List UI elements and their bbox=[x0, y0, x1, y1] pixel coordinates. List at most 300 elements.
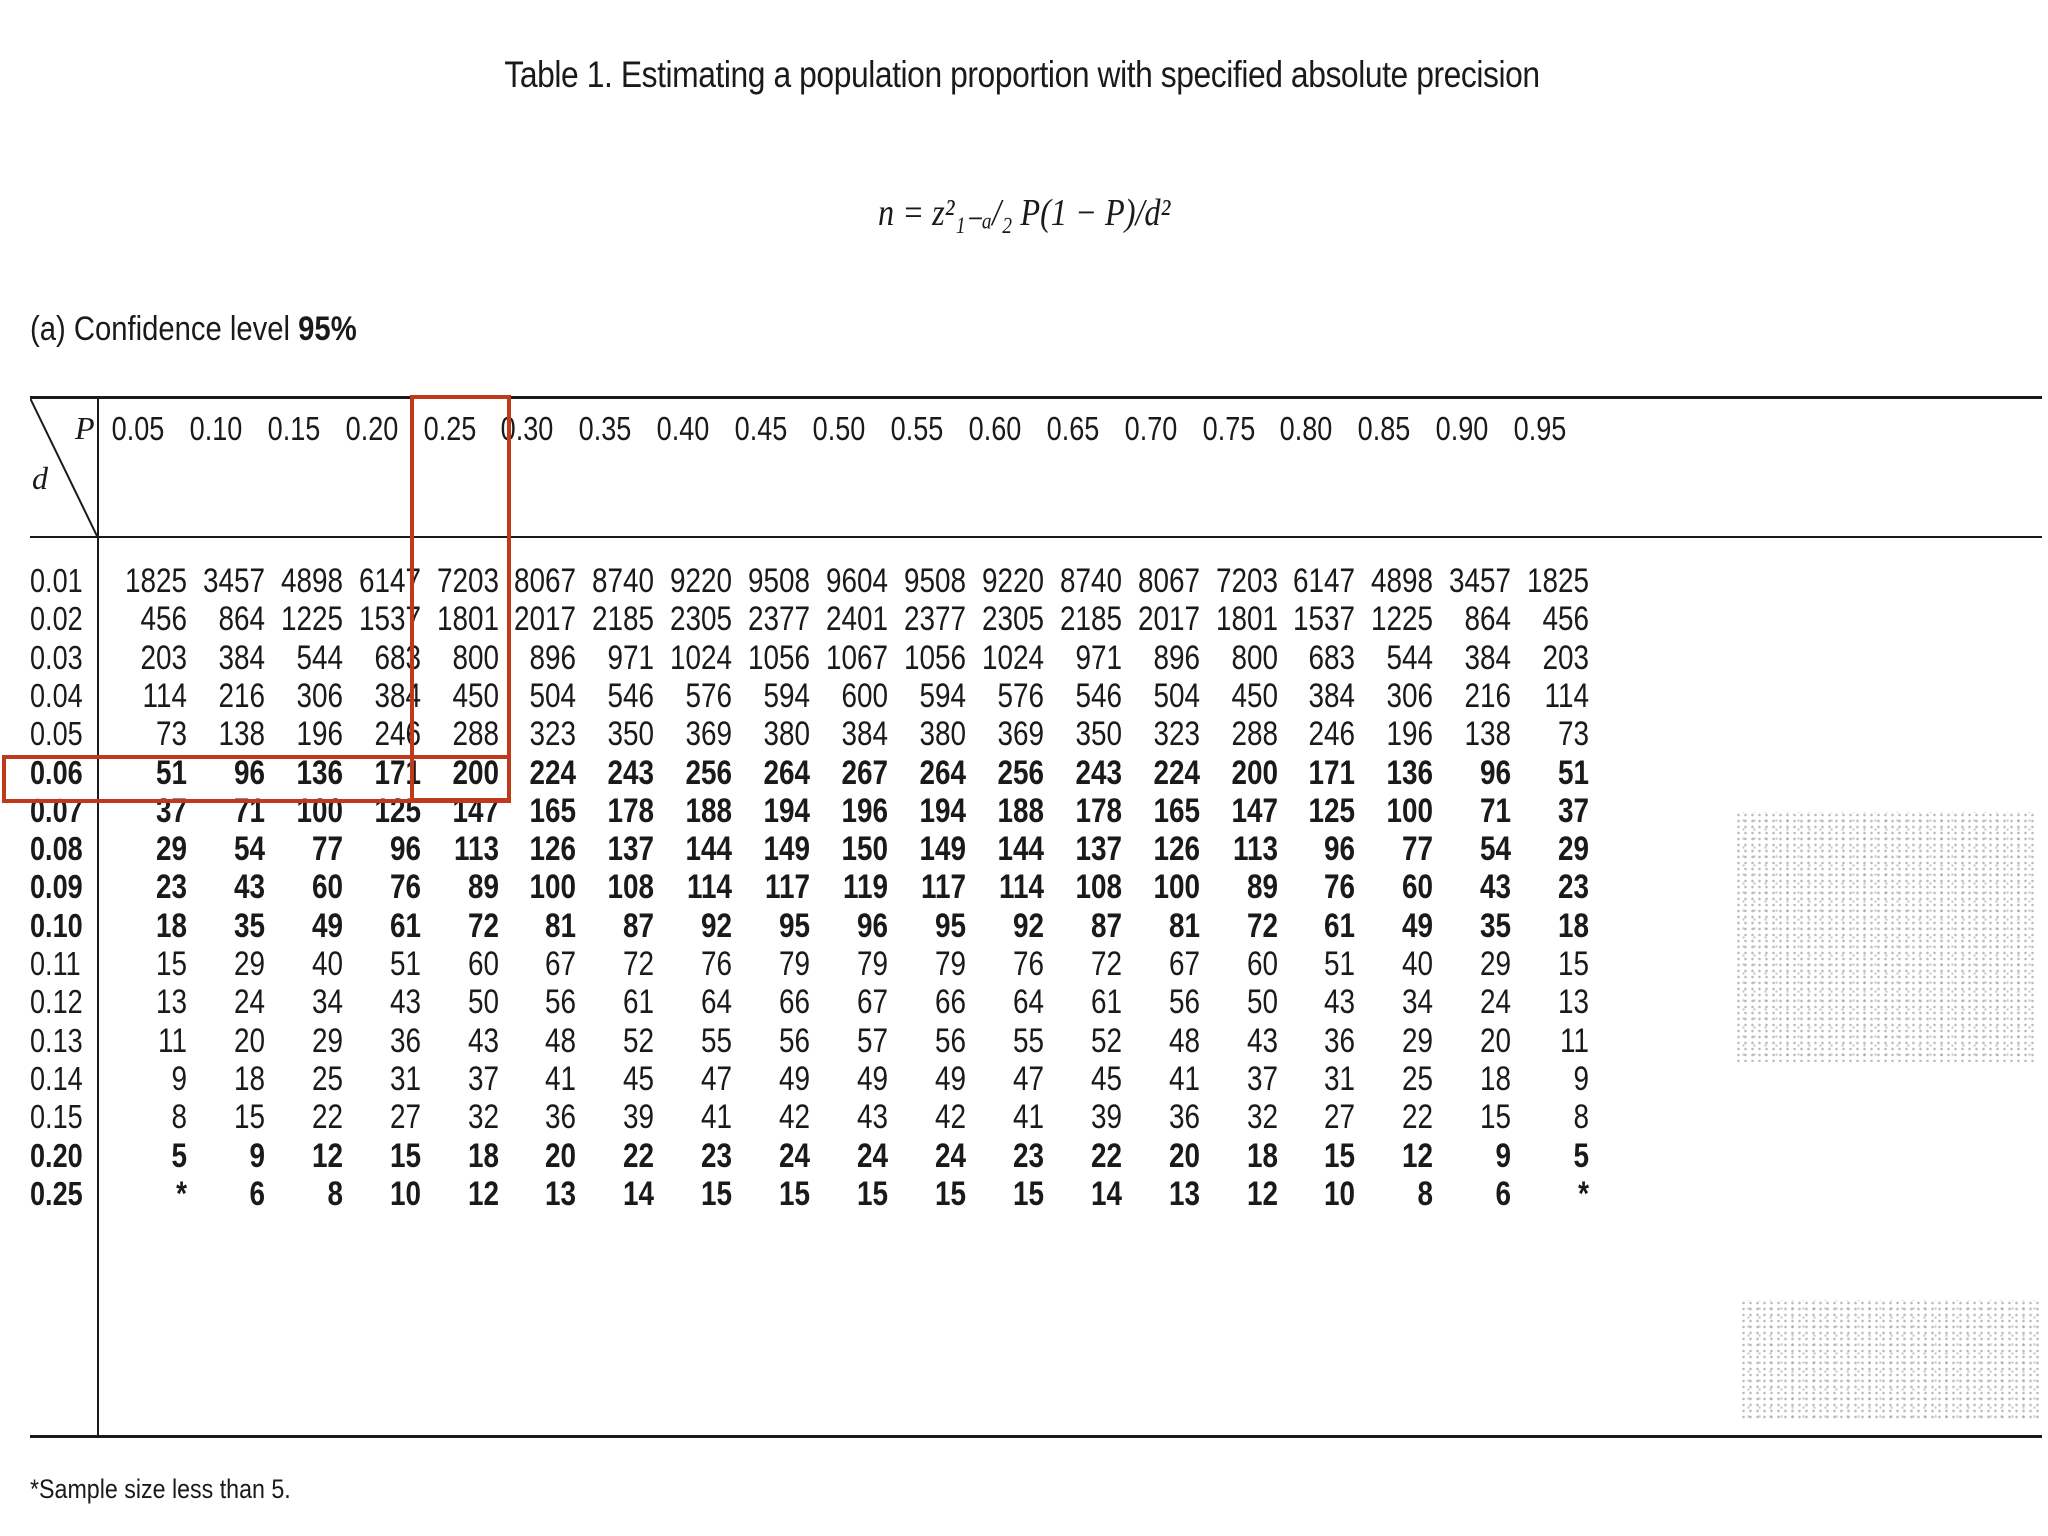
table-cell: 20 bbox=[233, 1021, 265, 1060]
table-cell: 76 bbox=[1324, 868, 1356, 907]
row-d-value: 0.14 bbox=[30, 1059, 83, 1097]
table-cell: 149 bbox=[763, 830, 811, 869]
table-cell: 267 bbox=[841, 753, 888, 792]
table-cell: 203 bbox=[140, 638, 187, 677]
table-cell: 24 bbox=[856, 1136, 888, 1175]
table-cell: 369 bbox=[685, 715, 733, 754]
table-cell: 971 bbox=[607, 638, 655, 677]
table-cell: 384 bbox=[1308, 676, 1356, 715]
header-p-15: 0.80 bbox=[1280, 410, 1333, 447]
table-cell: 165 bbox=[1153, 791, 1200, 830]
table-cell: 971 bbox=[1075, 638, 1122, 677]
row-d-value: 0.10 bbox=[30, 906, 83, 944]
table-cell: 196 bbox=[296, 715, 343, 754]
confidence-level-value: 95% bbox=[298, 310, 357, 348]
table-cell: 81 bbox=[1168, 906, 1200, 945]
table-cell: 18 bbox=[1480, 1059, 1512, 1098]
table-cell: 12 bbox=[1402, 1136, 1434, 1175]
table-cell: 9604 bbox=[825, 562, 888, 600]
subtitle-prefix: (a) Confidence level bbox=[30, 310, 299, 348]
table-cell: 64 bbox=[1012, 983, 1044, 1022]
table-cell: 36 bbox=[545, 1098, 577, 1137]
table-cell: 12 bbox=[467, 1174, 499, 1213]
table-cell: 67 bbox=[545, 945, 577, 983]
table-cell: 18 bbox=[1558, 906, 1590, 945]
table-cell: 350 bbox=[607, 715, 655, 754]
table-cell: 200 bbox=[451, 753, 499, 792]
table-cell: 61 bbox=[389, 906, 421, 945]
table-cell: 15 bbox=[1480, 1098, 1512, 1137]
table-cell: 8 bbox=[171, 1098, 187, 1137]
table-cell: 2185 bbox=[592, 600, 655, 639]
row-d-value: 0.04 bbox=[30, 676, 83, 714]
table-cell: 546 bbox=[607, 676, 655, 715]
table-cell: 8740 bbox=[1059, 562, 1122, 600]
row-d-value: 0.03 bbox=[30, 638, 83, 676]
table-cell: 306 bbox=[1386, 676, 1434, 715]
table-cell: 544 bbox=[296, 638, 343, 677]
table-cell: 54 bbox=[233, 830, 265, 869]
table-cell: 9 bbox=[1573, 1059, 1590, 1098]
table-cell: 15 bbox=[856, 1174, 888, 1213]
table-cell: 200 bbox=[1230, 753, 1278, 792]
table-cell: 34 bbox=[1402, 983, 1434, 1022]
table-cell: 13 bbox=[155, 983, 187, 1022]
table-cell: 95 bbox=[779, 906, 811, 945]
table-cell: 165 bbox=[529, 791, 577, 830]
table-cell: 178 bbox=[1075, 791, 1122, 830]
table-cell: 224 bbox=[1153, 753, 1200, 792]
table-cell: 45 bbox=[623, 1059, 655, 1098]
table-cell: 800 bbox=[451, 638, 499, 677]
table-cell: 13 bbox=[545, 1174, 577, 1213]
table-cell: 7203 bbox=[1215, 562, 1278, 600]
table-cell: 1537 bbox=[358, 600, 421, 639]
table-cell: 15 bbox=[934, 1174, 966, 1213]
table-footnote: *Sample size less than 5. bbox=[30, 1474, 291, 1504]
table-cell: 384 bbox=[1464, 638, 1512, 677]
table-cell: 29 bbox=[1558, 830, 1590, 869]
table-cell: 64 bbox=[701, 983, 733, 1022]
table-cell: 61 bbox=[623, 983, 655, 1022]
table-cell: 147 bbox=[1230, 791, 1278, 830]
table-cell: 136 bbox=[296, 753, 343, 792]
table-cell: 89 bbox=[467, 868, 499, 907]
table-corner-cell bbox=[30, 398, 97, 536]
row-d-value: 0.15 bbox=[30, 1098, 83, 1136]
table-cell: 380 bbox=[919, 715, 966, 754]
table-cell: 504 bbox=[529, 676, 577, 715]
table-cell: 306 bbox=[296, 676, 343, 715]
table-cell: 50 bbox=[467, 983, 499, 1022]
table-cell: 246 bbox=[1308, 715, 1356, 754]
table-cell: 37 bbox=[1558, 791, 1590, 830]
table-row bbox=[0, 1175, 2048, 1223]
table-cell: 71 bbox=[1480, 791, 1512, 830]
table-cell: 43 bbox=[1480, 868, 1512, 907]
row-d-value: 0.05 bbox=[30, 715, 83, 753]
table-cell: 1225 bbox=[280, 600, 343, 639]
table-cell: 15 bbox=[155, 945, 187, 983]
table-cell: 246 bbox=[374, 715, 421, 754]
table-cell: 56 bbox=[934, 1021, 966, 1060]
table-cell: 384 bbox=[374, 676, 421, 715]
table-cell: 96 bbox=[233, 753, 265, 792]
row-variable-label: d bbox=[32, 460, 48, 496]
scan-noise-artifact bbox=[1740, 1300, 2040, 1420]
table-cell: 9 bbox=[249, 1136, 265, 1175]
table-cell: 72 bbox=[1090, 945, 1122, 983]
table-cell: 2377 bbox=[748, 600, 811, 639]
table-cell: 3457 bbox=[1449, 562, 1512, 600]
table-cell: 117 bbox=[920, 868, 966, 907]
table-cell: 117 bbox=[765, 868, 811, 907]
table-cell: 41 bbox=[701, 1098, 733, 1137]
table-cell: 32 bbox=[467, 1098, 499, 1137]
table-cell: 23 bbox=[701, 1136, 733, 1175]
table-cell: 31 bbox=[389, 1059, 421, 1098]
table-cell: 79 bbox=[856, 945, 888, 983]
table-cell: 6147 bbox=[358, 562, 421, 600]
table-cell: 2017 bbox=[1137, 600, 1200, 639]
table-cell: 350 bbox=[1075, 715, 1122, 754]
table-cell: 456 bbox=[140, 600, 187, 639]
table-cell: 544 bbox=[1386, 638, 1434, 677]
table-cell: 288 bbox=[451, 715, 499, 754]
table-cell: 683 bbox=[374, 638, 421, 677]
table-cell: 7203 bbox=[436, 562, 499, 600]
table-cell: 71 bbox=[233, 791, 265, 830]
table-cell: 40 bbox=[311, 945, 343, 983]
table-cell: 24 bbox=[779, 1136, 811, 1175]
table-cell: 5 bbox=[171, 1136, 187, 1175]
row-d-value: 0.01 bbox=[30, 562, 83, 599]
table-cell: 43 bbox=[389, 983, 421, 1022]
table-cell: 35 bbox=[233, 906, 265, 945]
table-cell: 546 bbox=[1075, 676, 1122, 715]
table-cell: 456 bbox=[1542, 600, 1590, 639]
table-cell: 36 bbox=[1168, 1098, 1200, 1137]
table-cell: 10 bbox=[389, 1174, 421, 1213]
table-top-rule bbox=[30, 396, 2042, 399]
table-cell: 23 bbox=[1012, 1136, 1044, 1175]
table-cell: 149 bbox=[919, 830, 966, 869]
table-cell: 41 bbox=[545, 1059, 577, 1098]
table-cell: 100 bbox=[296, 791, 343, 830]
table-cell: 49 bbox=[1402, 906, 1434, 945]
row-d-value: 0.12 bbox=[30, 983, 83, 1021]
table-cell: 40 bbox=[1402, 945, 1434, 983]
table-cell: 1056 bbox=[748, 638, 811, 677]
column-variable-label: P bbox=[75, 410, 95, 446]
table-cell: 51 bbox=[1324, 945, 1356, 983]
table-cell: 896 bbox=[529, 638, 577, 677]
table-cell: 15 bbox=[779, 1174, 811, 1213]
row-d-value: 0.06 bbox=[30, 753, 83, 791]
header-p-13: 0.70 bbox=[1124, 410, 1177, 447]
table-cell: 14 bbox=[1090, 1174, 1122, 1213]
table-cell: 23 bbox=[155, 868, 187, 907]
header-p-8: 0.45 bbox=[734, 410, 788, 447]
table-cell: 384 bbox=[841, 715, 888, 754]
header-p-11: 0.60 bbox=[968, 410, 1022, 447]
table-cell: 216 bbox=[218, 676, 265, 715]
table-cell: 36 bbox=[1324, 1021, 1356, 1060]
table-cell: 256 bbox=[997, 753, 1044, 792]
table-cell: 96 bbox=[389, 830, 421, 869]
table-cell: 27 bbox=[1324, 1098, 1356, 1137]
table-cell: 51 bbox=[155, 753, 187, 792]
table-cell: 2401 bbox=[825, 600, 888, 639]
table-cell: * bbox=[176, 1174, 187, 1213]
table-cell: 150 bbox=[841, 830, 888, 869]
table-cell: 76 bbox=[1012, 945, 1044, 983]
table-cell: 178 bbox=[607, 791, 655, 830]
table-cell: 37 bbox=[467, 1059, 499, 1098]
table-cell: 92 bbox=[1012, 906, 1044, 945]
table-cell: 31 bbox=[1324, 1059, 1356, 1098]
table-bottom-rule bbox=[30, 1435, 2042, 1438]
table-cell: 15 bbox=[701, 1174, 733, 1213]
table-cell: 114 bbox=[998, 868, 1044, 907]
header-p-17: 0.90 bbox=[1435, 410, 1489, 447]
row-d-value: 0.07 bbox=[30, 791, 83, 829]
table-cell: 49 bbox=[779, 1059, 811, 1098]
table-cell: 81 bbox=[545, 906, 577, 945]
table-cell: 42 bbox=[779, 1098, 811, 1137]
table-cell: 369 bbox=[997, 715, 1044, 754]
table-cell: 66 bbox=[779, 983, 811, 1022]
table-cell: 56 bbox=[545, 983, 577, 1022]
table-cell: 576 bbox=[685, 676, 733, 715]
table-cell: 32 bbox=[1246, 1098, 1278, 1137]
header-p-1: 0.10 bbox=[189, 410, 243, 447]
table-cell: 1024 bbox=[981, 638, 1044, 677]
table-cell: 57 bbox=[856, 1021, 888, 1060]
table-cell: 2185 bbox=[1059, 600, 1122, 639]
table-cell: 323 bbox=[529, 715, 577, 754]
table-cell: 256 bbox=[685, 753, 733, 792]
table-cell: 54 bbox=[1480, 830, 1512, 869]
table-cell: 43 bbox=[1324, 983, 1356, 1022]
table-cell: 29 bbox=[1402, 1021, 1434, 1060]
table-cell: 1056 bbox=[903, 638, 966, 677]
table-cell: 288 bbox=[1230, 715, 1278, 754]
table-cell: 203 bbox=[1542, 638, 1590, 677]
header-p-10: 0.55 bbox=[890, 410, 944, 447]
table-cell: 29 bbox=[155, 830, 187, 869]
table-cell: 37 bbox=[1246, 1059, 1278, 1098]
table-cell: 1825 bbox=[1527, 562, 1590, 600]
table-cell: 800 bbox=[1230, 638, 1278, 677]
table-cell: 138 bbox=[1464, 715, 1512, 754]
row-d-value: 0.11 bbox=[30, 945, 81, 982]
table-cell: 67 bbox=[1168, 945, 1200, 983]
table-cell: 22 bbox=[1090, 1136, 1122, 1175]
table-cell: 113 bbox=[453, 830, 499, 869]
table-cell: 188 bbox=[997, 791, 1044, 830]
table-cell: 77 bbox=[1402, 830, 1434, 869]
header-p-16: 0.85 bbox=[1357, 410, 1411, 447]
table-cell: 147 bbox=[451, 791, 499, 830]
table-cell: 196 bbox=[1386, 715, 1434, 754]
table-cell: 6 bbox=[249, 1174, 265, 1213]
table-cell: 136 bbox=[1386, 753, 1434, 792]
table-cell: 594 bbox=[919, 676, 966, 715]
table-cell: 264 bbox=[763, 753, 811, 792]
table-cell: 15 bbox=[1324, 1136, 1356, 1175]
table-cell: 125 bbox=[374, 791, 421, 830]
table-cell: 100 bbox=[1386, 791, 1434, 830]
table-cell: 4898 bbox=[280, 562, 343, 600]
table-cell: 20 bbox=[1168, 1136, 1200, 1175]
table-cell: 600 bbox=[841, 676, 888, 715]
table-cell: 73 bbox=[1558, 715, 1590, 754]
row-d-value: 0.02 bbox=[30, 600, 83, 638]
table-cell: 8740 bbox=[592, 562, 655, 600]
table-cell: 96 bbox=[856, 906, 888, 945]
table-cell: 144 bbox=[685, 830, 733, 869]
table-cell: 61 bbox=[1090, 983, 1122, 1022]
table-cell: 24 bbox=[1480, 983, 1512, 1022]
table-cell: 95 bbox=[934, 906, 966, 945]
table-cell: 49 bbox=[934, 1059, 966, 1098]
table-cell: 8 bbox=[1417, 1174, 1434, 1213]
table-cell: 264 bbox=[919, 753, 966, 792]
table-cell: 66 bbox=[934, 983, 966, 1022]
table-cell: 8067 bbox=[514, 562, 577, 600]
table-cell: 2305 bbox=[981, 600, 1044, 639]
table-cell: 2305 bbox=[670, 600, 733, 639]
table-cell: 114 bbox=[1544, 676, 1590, 715]
header-p-9: 0.50 bbox=[812, 410, 866, 447]
table-cell: 683 bbox=[1308, 638, 1356, 677]
table-cell: 47 bbox=[701, 1059, 733, 1098]
table-cell: 100 bbox=[1153, 868, 1200, 907]
table-cell: 13 bbox=[1558, 983, 1590, 1022]
table-cell: 77 bbox=[311, 830, 343, 869]
table-cell: 22 bbox=[311, 1098, 343, 1137]
table-cell: 37 bbox=[155, 791, 187, 830]
table-cell: 15 bbox=[1558, 945, 1590, 983]
table-cell: 864 bbox=[218, 600, 265, 639]
table-cell: 12 bbox=[311, 1136, 343, 1175]
table-cell: 51 bbox=[389, 945, 421, 983]
table-cell: 73 bbox=[155, 715, 187, 754]
table-cell: 9508 bbox=[748, 562, 811, 600]
table-cell: 48 bbox=[1168, 1021, 1200, 1060]
table-cell: 144 bbox=[997, 830, 1044, 869]
table-cell: 8 bbox=[1573, 1098, 1590, 1137]
table-cell: 18 bbox=[155, 906, 187, 945]
table-cell: 171 bbox=[374, 753, 421, 792]
table-cell: 1801 bbox=[436, 600, 499, 639]
table-cell: 13 bbox=[1168, 1174, 1200, 1213]
table-cell: 12 bbox=[1246, 1174, 1278, 1213]
table-cell: 24 bbox=[233, 983, 265, 1022]
header-p-18: 0.95 bbox=[1513, 410, 1567, 447]
table-cell: 52 bbox=[623, 1021, 655, 1060]
table-cell: 243 bbox=[607, 753, 655, 792]
table-cell: 10 bbox=[1324, 1174, 1356, 1213]
table-cell: 1801 bbox=[1215, 600, 1278, 639]
table-cell: 864 bbox=[1464, 600, 1512, 639]
table-cell: 96 bbox=[1480, 753, 1512, 792]
table-cell: 11 bbox=[157, 1021, 187, 1060]
table-cell: 576 bbox=[997, 676, 1044, 715]
table-header-rule bbox=[30, 536, 2042, 538]
table-cell: 171 bbox=[1308, 753, 1356, 792]
table-cell: 29 bbox=[1480, 945, 1512, 983]
table-cell: 60 bbox=[311, 868, 343, 907]
table-cell: 9220 bbox=[670, 562, 733, 600]
table-cell: 243 bbox=[1075, 753, 1122, 792]
table-cell: 18 bbox=[233, 1059, 265, 1098]
table-cell: 27 bbox=[389, 1098, 421, 1137]
table-cell: 1825 bbox=[124, 562, 187, 600]
table-cell: 41 bbox=[1012, 1098, 1044, 1137]
confidence-level-subtitle bbox=[30, 310, 357, 349]
table-cell: 49 bbox=[856, 1059, 888, 1098]
table-cell: 126 bbox=[1153, 830, 1200, 869]
table-cell: 20 bbox=[545, 1136, 577, 1175]
table-cell: 72 bbox=[623, 945, 655, 983]
table-cell: 194 bbox=[763, 791, 811, 830]
table-cell: 11 bbox=[1560, 1021, 1590, 1060]
table-cell: 1024 bbox=[670, 638, 733, 677]
table-cell: 43 bbox=[856, 1098, 888, 1137]
table-cell: 4898 bbox=[1371, 562, 1434, 600]
table-cell: 137 bbox=[607, 830, 655, 869]
table-cell: 76 bbox=[701, 945, 733, 983]
row-d-value: 0.09 bbox=[30, 868, 83, 906]
table-cell: 224 bbox=[529, 753, 577, 792]
table-cell: 61 bbox=[1324, 906, 1356, 945]
header-p-5: 0.30 bbox=[501, 410, 554, 447]
table-cell: 5 bbox=[1573, 1136, 1590, 1175]
table-cell: 29 bbox=[311, 1021, 343, 1060]
table-cell: 6147 bbox=[1293, 562, 1356, 600]
table-cell: 89 bbox=[1246, 868, 1278, 907]
header-p-0: 0.05 bbox=[111, 410, 165, 447]
header-p-2: 0.15 bbox=[267, 410, 321, 447]
table-cell: 49 bbox=[311, 906, 343, 945]
table-cell: 39 bbox=[1090, 1098, 1122, 1137]
table-cell: 504 bbox=[1153, 676, 1200, 715]
table-cell: 216 bbox=[1464, 676, 1512, 715]
header-p-14: 0.75 bbox=[1202, 410, 1255, 447]
sample-size-formula: n = z²₁₋ₐ/₂ P(1 − P)/d² bbox=[878, 192, 1171, 234]
table-cell: 43 bbox=[1246, 1021, 1278, 1060]
table-cell: 125 bbox=[1308, 791, 1356, 830]
table-cell: 8067 bbox=[1137, 562, 1200, 600]
table-cell: 42 bbox=[934, 1098, 966, 1137]
table-cell: 114 bbox=[142, 676, 187, 715]
table-cell: 79 bbox=[779, 945, 811, 983]
table-cell: 9508 bbox=[903, 562, 966, 600]
table-cell: 29 bbox=[233, 945, 265, 983]
header-p-7: 0.40 bbox=[656, 410, 710, 447]
table-cell: 76 bbox=[389, 868, 421, 907]
table-cell: 9 bbox=[171, 1059, 187, 1098]
table-cell: 114 bbox=[687, 868, 733, 907]
table-cell: 60 bbox=[1246, 945, 1278, 983]
table-cell: 194 bbox=[919, 791, 966, 830]
table-cell: 896 bbox=[1153, 638, 1200, 677]
table-cell: 1537 bbox=[1293, 600, 1356, 639]
table-cell: 138 bbox=[218, 715, 265, 754]
table-cell: 36 bbox=[389, 1021, 421, 1060]
